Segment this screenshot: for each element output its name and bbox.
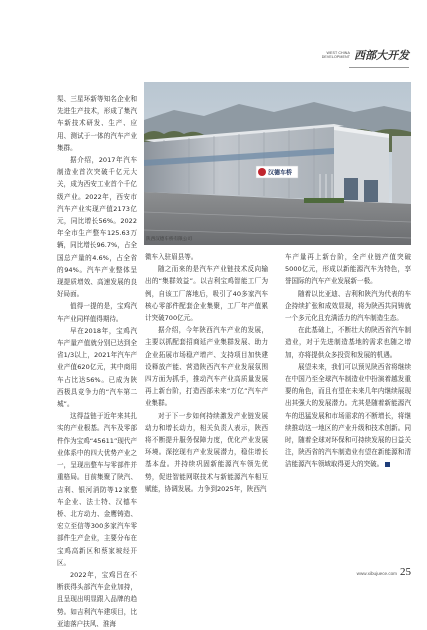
text-column-3	[285, 251, 411, 471]
text-column-2	[145, 251, 268, 495]
paragraph: 2022年，宝鸡吕在不断获得头部汽车企业加持，且呈现出明显跟入品牌的趋势。如吉利汽车建项目，比亚迪落户扶风、淮海	[57, 570, 137, 628]
paragraph: 展望未来，我们可以预见陕西省将继续在中国乃至全球汽车制造业中扮演着越发重要的角色，而且有望在未来几年内继续展现出其强大的发展潜力。尤其是随着新能源汽车的迅猛发展和市场需求的不断增长，将继续推动这一地区的产业升级和技术创新。同时，随着全球对环保和可持续发展的日益关注，陕西省的汽车制造业有望在新能源和清洁能源汽车领域取得更大的突破。	[285, 362, 411, 469]
paragraph: 随着以比亚迪、吉利和陕汽为代表的车企持续扩张和成效显现，将为陕西共同铸就一个多元化且充满活力的汽车制造生态。	[285, 289, 411, 323]
factory-photo-image	[144, 82, 411, 245]
paragraph: 随之而来的是汽车产业链技术反向输出的“集群效益”。以吉利宝鸡智能工厂为例，自该工厂落地后，吸引了40多家汽车核心零部件配套企业集聚，工厂年产值累计突破700亿元。	[145, 265, 268, 323]
paragraph: 值得一提的是，宝鸡汽车产业同样值得期待。	[57, 302, 137, 323]
header-rule	[349, 67, 409, 68]
header-english	[322, 51, 350, 60]
paragraph: 对于下一步如何持续激发产业链发展动力和增长动力，相关负责人表示，陕西将不断提升服务保障力度，优化产业发展环境。深挖现有产业发展潜力，稳住增长基本盘。并持续巩固新能源汽车领先优势，促进智能网联技术与新能源汽车相互赋能，协调发展。力争到2025年，陕西汽	[145, 411, 268, 493]
paragraph: 这得益链于近年来其扎实的产业根基。汽车及零部件作为宝鸡“45611”现代产业体系中的四大优势产业之一，呈现出整车与零部件并重格局。目前集聚了陕汽、吉利、银河消防等12家整车企业、法士特、汉德车桥、北方动力、金鹰铸造、宏立至信等300多家汽车零部件生产企业，主要分布在宝鸡高新区和蔡家坡经开区。	[57, 412, 137, 567]
paragraph: 据介绍，今年陕西汽车产业的发展，主要以抓配套招商延产业集群发展、助力企业拓展市场稳产增产、支持项目加快建设释放产能、营造陕西汽车产业发展氛围四方面为抓手，推动汽车产业高质量发展再上新台阶，打造西部未来“万亿”汽车产业集群。	[145, 326, 268, 408]
text-column-1	[57, 93, 137, 630]
page-number: 25	[400, 566, 411, 578]
paragraph: 微车入驻眉县等。	[145, 253, 198, 261]
paragraph: 在此基础上，不断壮大的陕西省汽车制造业，对于先进制造基地的需求也随之增加，亦将提供众多投资和发展的机遇。	[285, 326, 411, 359]
magazine-header	[322, 44, 409, 66]
paragraph: 早在2018年，宝鸡汽车产量产值就分别已达到全省1/3以上，2021年汽车产业产值620亿元，其中商用车占比达56%。已成为陕西极具竞争力的“汽车第二城”。	[57, 326, 137, 409]
end-mark-icon	[385, 462, 390, 467]
footer-url: www.xibujuece.com	[356, 571, 397, 576]
paragraph: 渠、三星环新等知名企业和先进生产技术，形成了集汽车新技术研发、生产、应用、测试于一体的汽车产业集群。	[57, 95, 137, 152]
header-en-line1: WEST CHINA	[326, 50, 350, 55]
factory-photo	[144, 82, 411, 245]
company-logo-icon	[258, 168, 266, 176]
header-chinese-title: 西部大开发	[354, 49, 409, 62]
photo-caption: 陕西汉德车桥有限公司	[146, 237, 192, 242]
header-en-line2: DEVELOPMENT	[321, 55, 350, 59]
company-sign-text: 汉德车桥	[268, 169, 293, 177]
paragraph: 据介绍，2017年汽车制造业首次突破千亿元大关，成为西安工业首个千亿级产业。2022年，西安市汽车产业实现产值2173亿元，同比增长56%。2022年全市生产整车125.63万辆，同比增长96.7%，占全国总产量的4.6%，占全省的94%。汽车产业整体呈现提质增效、高速发展的良好局面。	[57, 156, 137, 299]
paragraph: 车产量再上新台阶，全产业链产值突破5000亿元，形成以新能源汽车为特色，享誉国际的汽车产业发展新一极。	[285, 253, 411, 286]
page-footer	[357, 566, 411, 578]
